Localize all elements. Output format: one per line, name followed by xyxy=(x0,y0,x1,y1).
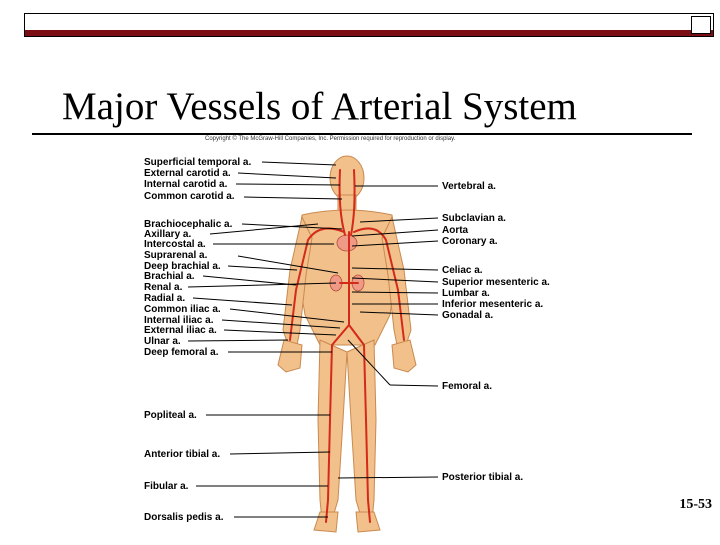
label-internal-iliac: Internal iliac a. xyxy=(144,315,214,326)
left-foot-shape xyxy=(356,512,380,532)
label-deep-femoral: Deep femoral a. xyxy=(144,347,219,358)
label-femoral: Femoral a. xyxy=(442,381,493,392)
label-dorsalis-pedis: Dorsalis pedis a. xyxy=(144,512,224,523)
torso-shape xyxy=(296,210,398,345)
heart-shape xyxy=(337,235,357,251)
left-hand-shape xyxy=(392,340,416,372)
label-suprarenal: Suprarenal a. xyxy=(144,250,208,261)
label-lumbar: Lumbar a. xyxy=(442,288,490,299)
label-axillary: Axillary a. xyxy=(144,229,192,240)
label-deep-brachial: Deep brachial a. xyxy=(144,261,221,272)
label-aorta: Aorta xyxy=(442,225,469,236)
right-leg-shape xyxy=(318,340,347,520)
label-brachial: Brachial a. xyxy=(144,271,195,282)
label-renal: Renal a. xyxy=(144,282,183,293)
corner-box xyxy=(691,16,711,34)
label-posterior-tibial: Posterior tibial a. xyxy=(442,472,524,483)
body-illustration xyxy=(0,140,720,540)
accent-stripe xyxy=(25,30,713,36)
label-intercostal: Intercostal a. xyxy=(144,239,206,250)
label-radial: Radial a. xyxy=(144,293,186,304)
slide-number: 15-53 xyxy=(679,497,712,512)
label-external-carotid: External carotid a. xyxy=(144,168,231,179)
label-inferior-mesenteric: Inferior mesenteric a. xyxy=(442,299,544,310)
label-brachiocephalic: Brachiocephalic a. xyxy=(144,219,233,230)
left-leg-shape xyxy=(347,340,376,520)
label-anterior-tibial: Anterior tibial a. xyxy=(144,449,221,460)
label-ulnar: Ulnar a. xyxy=(144,336,181,347)
copyright-notice: Copyright © The McGraw-Hill Companies, Inc. Permission required for reproduction or display. xyxy=(205,136,456,142)
label-gonadal: Gonadal a. xyxy=(442,310,494,321)
label-popliteal: Popliteal a. xyxy=(144,410,197,421)
label-fibular: Fibular a. xyxy=(144,481,189,492)
label-external-iliac: External iliac a. xyxy=(144,325,217,336)
label-subclavian: Subclavian a. xyxy=(442,213,506,224)
title-underline xyxy=(32,133,692,135)
top-decorative-bar xyxy=(24,13,714,37)
label-coronary: Coronary a. xyxy=(442,236,498,247)
label-common-iliac: Common iliac a. xyxy=(144,304,221,315)
slide-title: Major Vessels of Arterial System xyxy=(62,85,577,128)
label-superficial-temporal: Superficial temporal a. xyxy=(144,157,252,168)
label-vertebral: Vertebral a. xyxy=(442,181,496,192)
label-superior-mesenteric: Superior mesenteric a. xyxy=(442,277,550,288)
right-hand-shape xyxy=(278,340,302,372)
label-common-carotid: Common carotid a. xyxy=(144,191,235,202)
label-celiac: Celiac a. xyxy=(442,265,483,276)
arterial-diagram xyxy=(0,140,720,540)
label-internal-carotid: Internal carotid a. xyxy=(144,179,228,190)
